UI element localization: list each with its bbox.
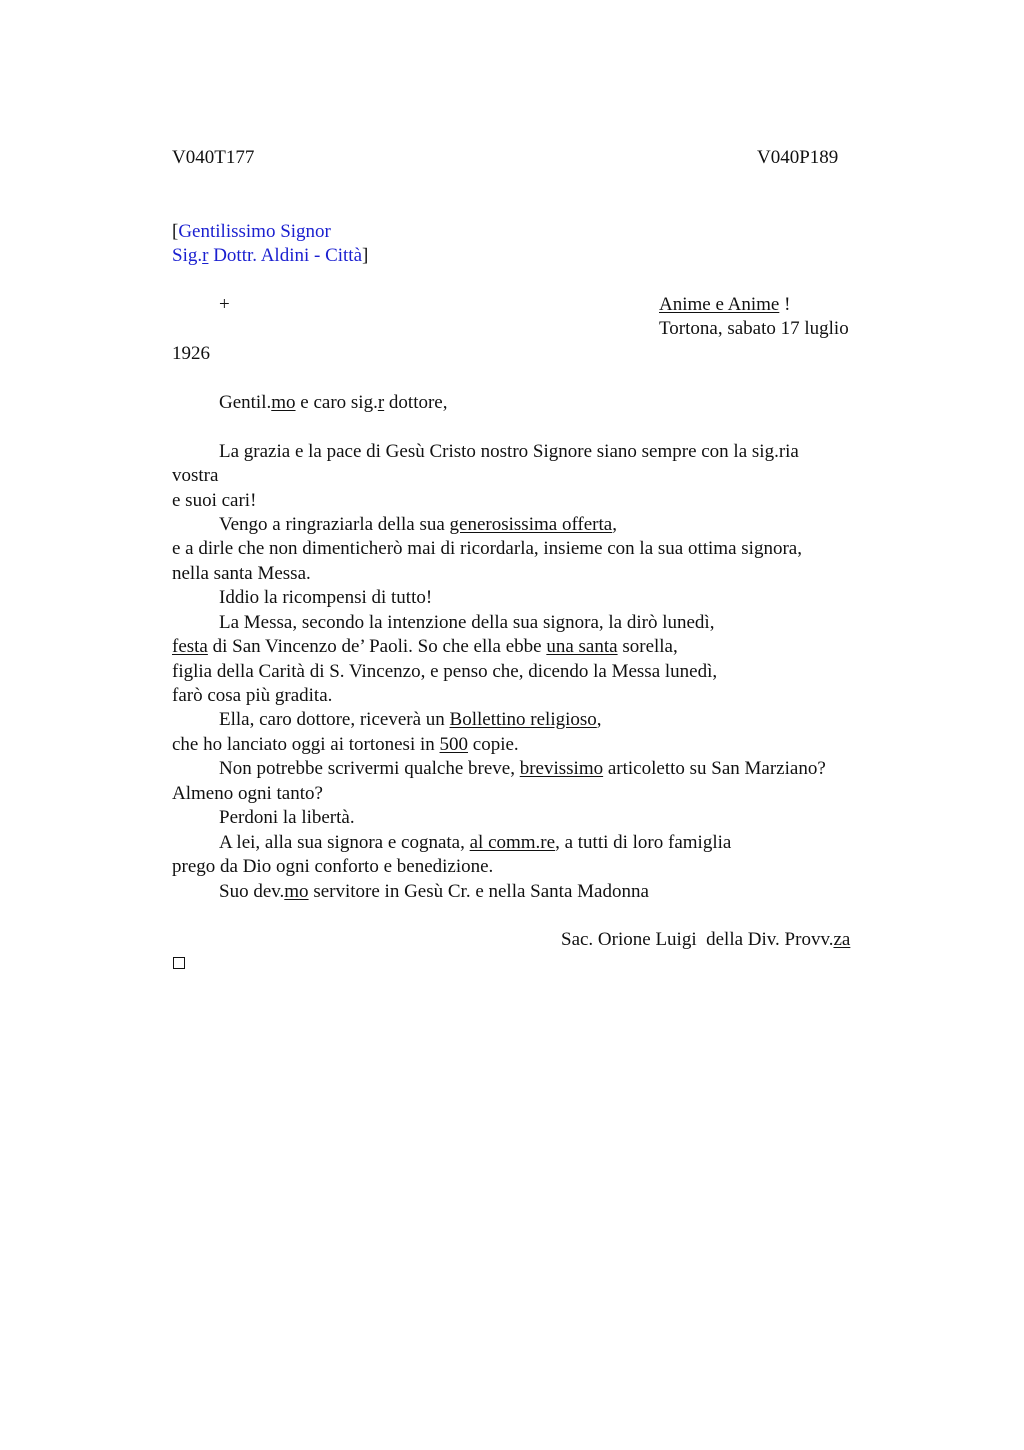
place-date: Tortona, sabato 17 luglio	[659, 318, 849, 339]
body-line: Non potrebbe scrivermi qualche breve, brevissimo articoletto su San Marziano?	[219, 758, 826, 779]
signature: Sac. Orione Luigi della Div. Provv.za	[561, 929, 851, 950]
body-line: La grazia e la pace di Gesù Cristo nostro Signore siano sempre con la sig.ria	[219, 441, 799, 462]
address-addressee: Gentilissimo Signor	[178, 221, 331, 242]
year: 1926	[172, 343, 210, 364]
body-line: nella santa Messa.	[172, 563, 311, 584]
doc-code-right: V040P189	[757, 147, 839, 168]
address-line-1	[172, 221, 331, 243]
body-line: Almeno ogni tanto?	[172, 783, 323, 804]
body-line: che ho lanciato oggi ai tortonesi in 500 copie.	[172, 734, 519, 755]
doc-code-left: V040T177	[172, 147, 255, 168]
body-line: vostra	[172, 465, 219, 486]
cross-mark: +	[219, 294, 230, 315]
closing-line: Suo dev.mo servitore in Gesù Cr. e nella Santa Madonna	[219, 881, 649, 902]
body-line: figlia della Carità di S. Vincenzo, e penso che, dicendo la Messa lunedì,	[172, 661, 718, 682]
body-line: e suoi cari!	[172, 490, 257, 511]
address-close-bracket: ]	[362, 245, 369, 266]
body-line: farò cosa più gradita.	[172, 685, 333, 706]
address-line-2: Sig.r Dottr. Aldini - Città]	[172, 245, 369, 266]
body-line: Vengo a ringraziarla della sua generosissima offerta,	[219, 514, 617, 535]
body-line: Ella, caro dottore, riceverà un Bollettino religioso,	[219, 709, 602, 730]
body-line: e a dirle che non dimenticherò mai di ricordarla, insieme con la sua ottima signora,	[172, 538, 802, 559]
motto: Anime e Anime !	[659, 294, 791, 315]
body-line: Perdoni la libertà.	[219, 807, 355, 828]
body-line: A lei, alla sua signora e cognata, al comm.re, a tutti di loro famiglia	[219, 832, 732, 853]
empty-square-icon	[173, 957, 185, 969]
body-line: prego da Dio ogni conforto e benedizione.	[172, 856, 494, 877]
salutation: Gentil.mo e caro sig.r dottore,	[219, 392, 448, 413]
body-line: La Messa, secondo la intenzione della sua signora, la dirò lunedì,	[219, 612, 715, 633]
address-open-bracket: [	[172, 221, 179, 242]
body-line: festa di San Vincenzo de’ Paoli. So che ella ebbe una santa sorella,	[172, 636, 678, 657]
body-line: Iddio la ricompensi di tutto!	[219, 587, 433, 608]
